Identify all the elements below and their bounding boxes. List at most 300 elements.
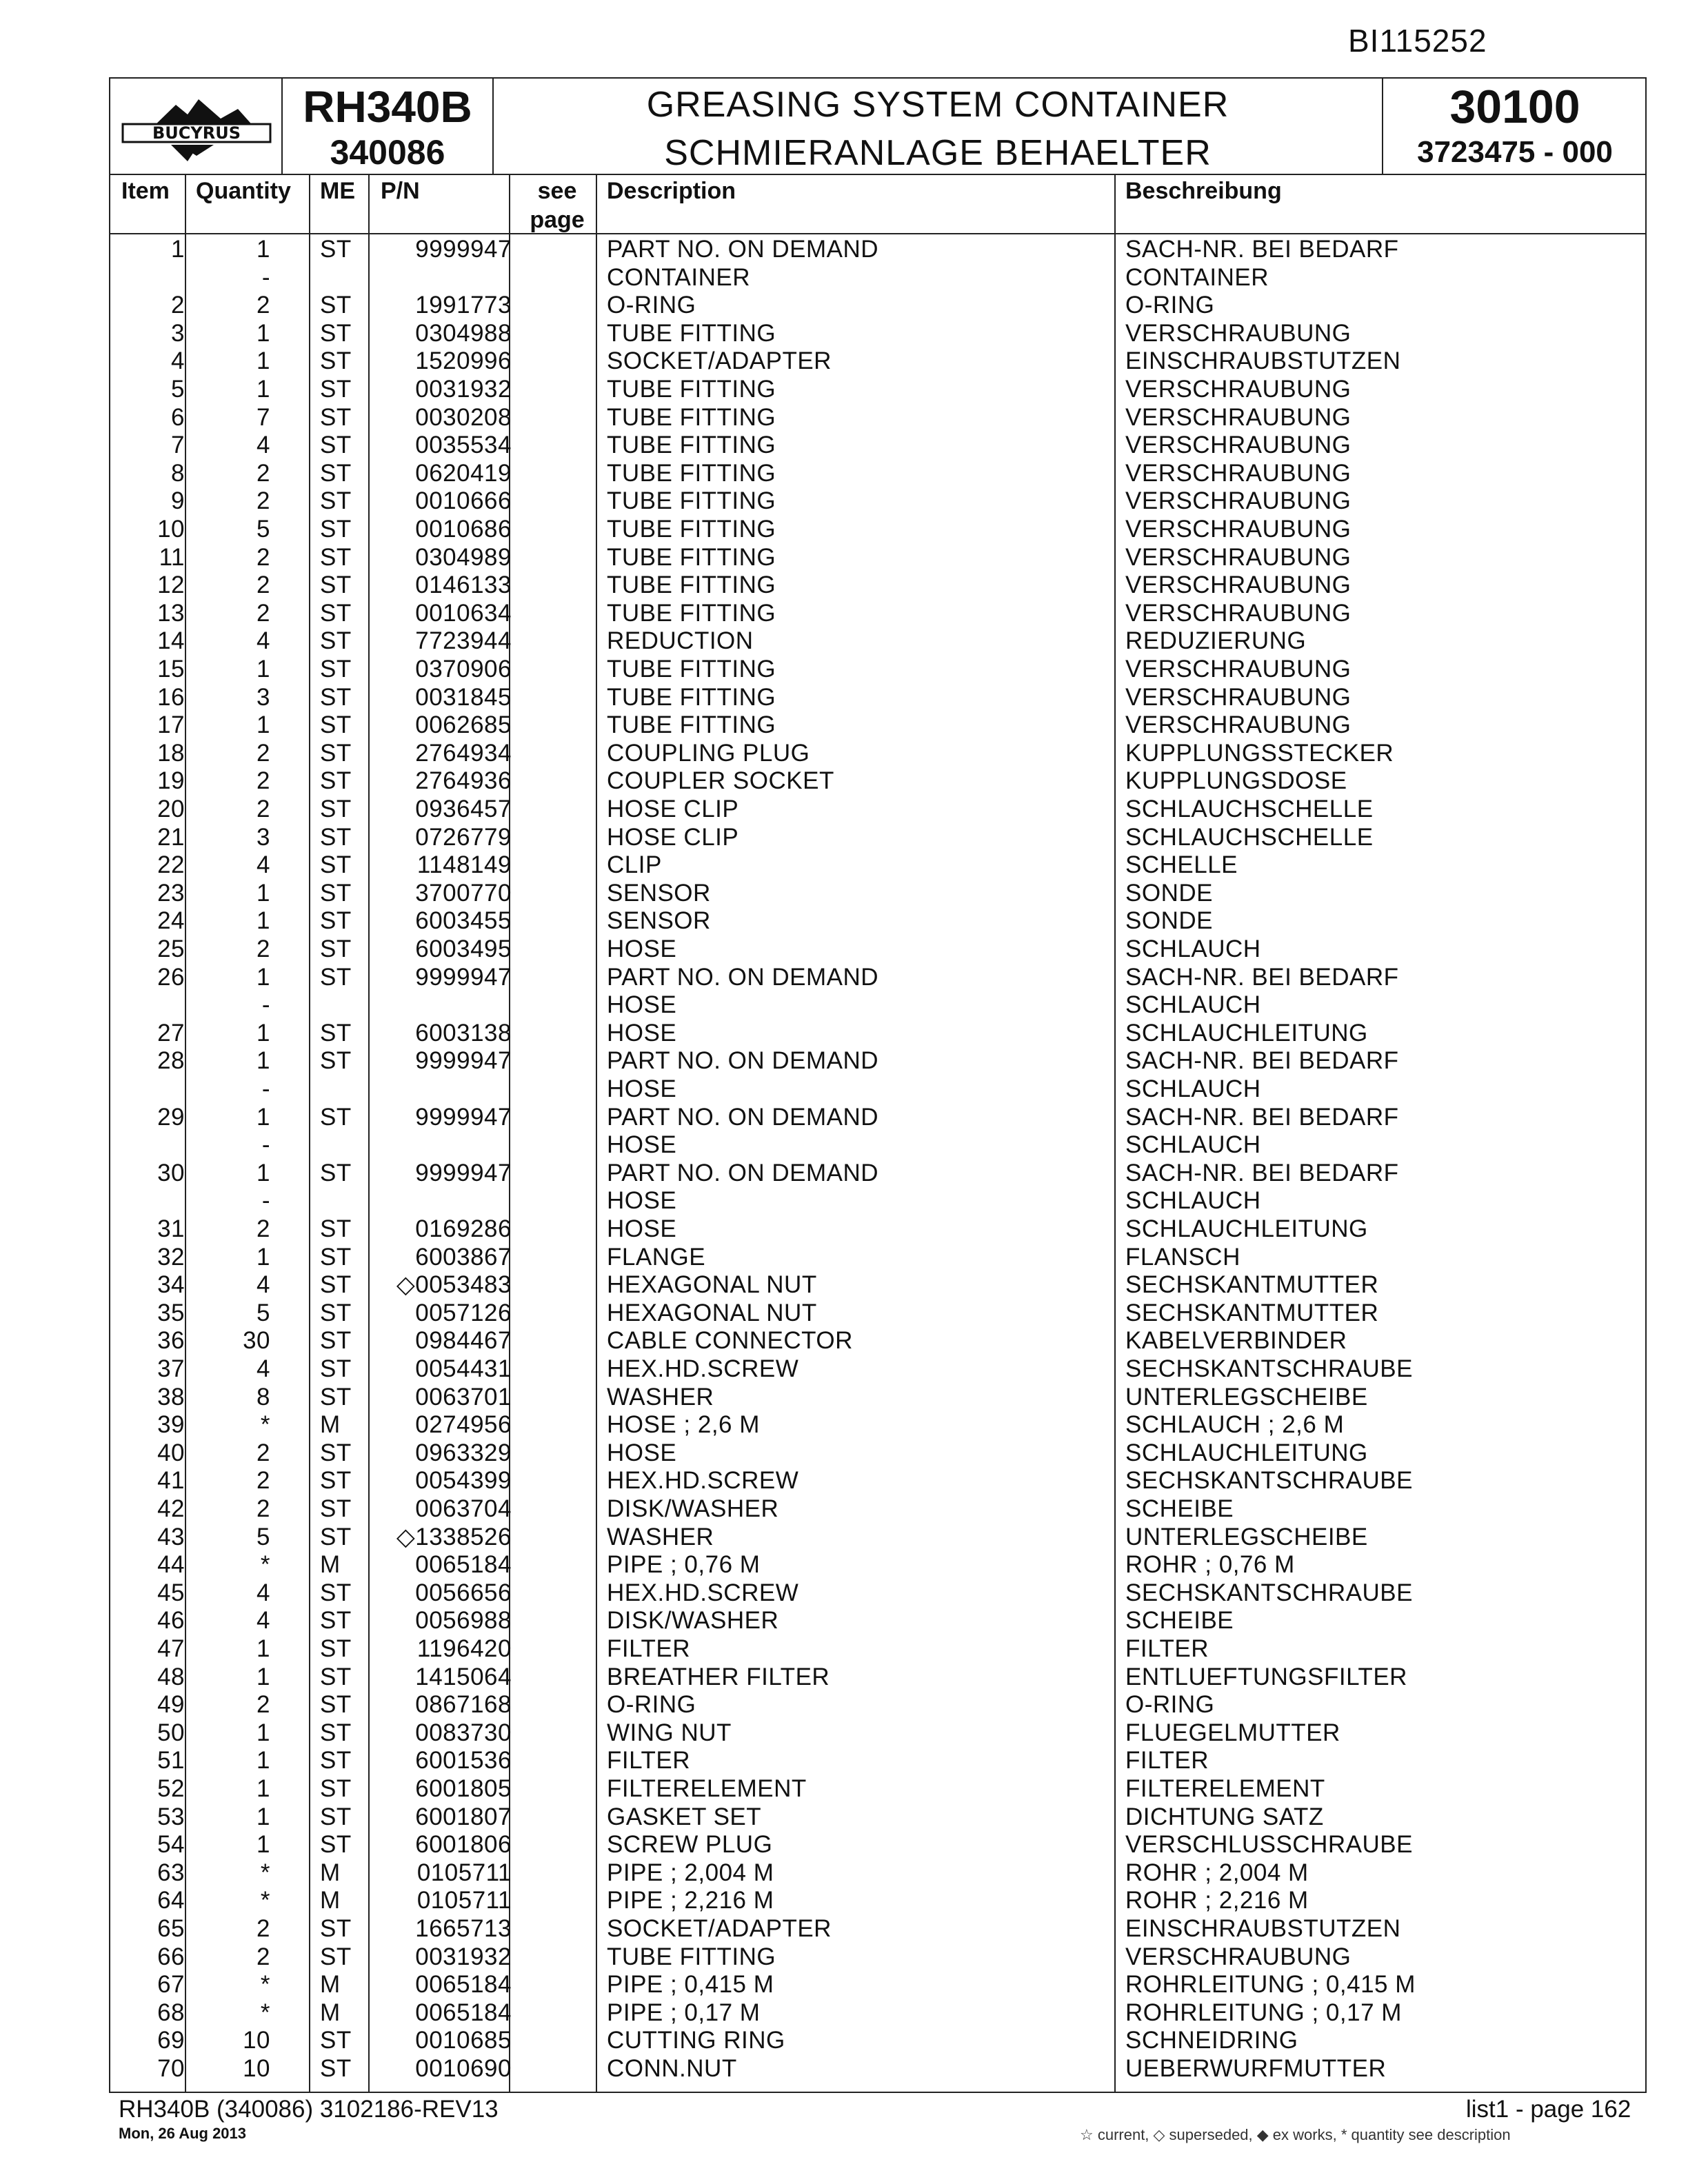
unit: ST bbox=[320, 1635, 352, 1662]
table-row bbox=[110, 1467, 1645, 1495]
beschreibung: ROHR ; 0,76 M bbox=[1125, 1551, 1295, 1579]
part-number: 6001806 bbox=[415, 1831, 512, 1859]
quantity: 3 bbox=[257, 823, 270, 851]
part-number: 7723944 bbox=[415, 627, 512, 655]
table-row bbox=[110, 264, 1645, 292]
part-number: 0057126 bbox=[415, 1299, 512, 1326]
col-item: Item bbox=[121, 178, 170, 204]
unit: ST bbox=[320, 1719, 352, 1746]
quantity: 1 bbox=[257, 879, 270, 907]
beschreibung: FLUEGELMUTTER bbox=[1125, 1719, 1340, 1746]
beschreibung: FILTER bbox=[1125, 1747, 1209, 1775]
beschreibung: REDUZIERUNG bbox=[1125, 627, 1307, 655]
description: HEXAGONAL NUT bbox=[607, 1271, 817, 1299]
item-number: 4 bbox=[171, 347, 185, 375]
description: TUBE FITTING bbox=[607, 711, 776, 739]
table-row bbox=[110, 711, 1645, 740]
part-number: 1991773 bbox=[415, 292, 512, 319]
quantity: * bbox=[260, 1859, 270, 1886]
item-number: 24 bbox=[157, 907, 185, 935]
beschreibung: VERSCHRAUBUNG bbox=[1125, 459, 1352, 487]
quantity: 2 bbox=[257, 459, 270, 487]
beschreibung: VERSCHRAUBUNG bbox=[1125, 711, 1352, 739]
item-number: 63 bbox=[157, 1859, 185, 1886]
unit: ST bbox=[320, 1159, 352, 1186]
unit: ST bbox=[320, 487, 352, 515]
beschreibung: SECHSKANTSCHRAUBE bbox=[1125, 1579, 1413, 1606]
description: HOSE bbox=[607, 1131, 677, 1159]
beschreibung: SONDE bbox=[1125, 907, 1213, 935]
item-number: 69 bbox=[157, 2027, 185, 2054]
part-number: 9999947 bbox=[415, 1047, 512, 1075]
model-box bbox=[283, 79, 494, 174]
beschreibung: FILTERELEMENT bbox=[1125, 1775, 1325, 1802]
beschreibung: SACH-NR. BEI BEDARF bbox=[1125, 963, 1399, 991]
beschreibung: SCHLAUCH bbox=[1125, 936, 1261, 962]
quantity: 4 bbox=[257, 627, 270, 655]
beschreibung: ENTLUEFTUNGSFILTER bbox=[1125, 1663, 1407, 1690]
quantity: 2 bbox=[257, 1495, 270, 1522]
col-see-page: see page bbox=[530, 178, 585, 233]
part-number: 0062685 bbox=[415, 711, 512, 739]
part-number: 9999947 bbox=[415, 963, 512, 991]
unit: ST bbox=[320, 1915, 352, 1942]
beschreibung: VERSCHRAUBUNG bbox=[1125, 432, 1352, 459]
unit: ST bbox=[320, 1943, 352, 1970]
svg-text:BUCYRUS: BUCYRUS bbox=[152, 123, 241, 143]
bucyrus-logo-icon bbox=[110, 79, 283, 174]
unit: ST bbox=[320, 459, 352, 487]
description: HEXAGONAL NUT bbox=[607, 1299, 817, 1326]
description: HEX.HD.SCREW bbox=[607, 1579, 799, 1606]
description: HEX.HD.SCREW bbox=[607, 1467, 799, 1495]
description: HOSE bbox=[607, 1439, 677, 1466]
description: WING NUT bbox=[607, 1719, 732, 1746]
item-number: 39 bbox=[157, 1411, 185, 1439]
item-number: 10 bbox=[157, 516, 185, 543]
item-number: 3 bbox=[171, 319, 185, 347]
beschreibung: EINSCHRAUBSTUTZEN bbox=[1125, 1915, 1401, 1942]
item-number: 47 bbox=[157, 1635, 185, 1662]
beschreibung: KUPPLUNGSSTECKER bbox=[1125, 739, 1394, 767]
print-date: Mon, 26 Aug 2013 bbox=[119, 2125, 247, 2142]
part-number: 0010685 bbox=[415, 2027, 512, 2054]
item-number: 44 bbox=[157, 1551, 185, 1579]
unit: ST bbox=[320, 1215, 352, 1242]
description: WASHER bbox=[607, 1383, 714, 1410]
unit: M bbox=[320, 1999, 341, 2026]
description: CONN.NUT bbox=[607, 2055, 737, 2082]
item-number: 21 bbox=[157, 823, 185, 851]
beschreibung: EINSCHRAUBSTUTZEN bbox=[1125, 347, 1401, 375]
part-number: 0620419 bbox=[415, 459, 512, 487]
item-number: 67 bbox=[157, 1971, 185, 1999]
beschreibung: VERSCHRAUBUNG bbox=[1125, 656, 1352, 682]
table-row bbox=[110, 1915, 1645, 1943]
table-row bbox=[110, 851, 1645, 880]
description: SCREW PLUG bbox=[607, 1831, 773, 1859]
title-box bbox=[494, 79, 1383, 174]
beschreibung: VERSCHRAUBUNG bbox=[1125, 487, 1352, 515]
part-number: 6003138 bbox=[415, 1019, 512, 1046]
table-row bbox=[110, 880, 1645, 908]
table-row bbox=[110, 1327, 1645, 1355]
unit: ST bbox=[320, 376, 352, 403]
beschreibung: SACH-NR. BEI BEDARF bbox=[1125, 236, 1399, 263]
quantity: * bbox=[260, 1551, 270, 1579]
page-number: list1 - page 162 bbox=[1466, 2096, 1631, 2123]
table-row bbox=[110, 1579, 1645, 1608]
unit: M bbox=[320, 1887, 341, 1914]
table-row bbox=[110, 404, 1645, 432]
table-row bbox=[110, 964, 1645, 992]
table-row bbox=[110, 1971, 1645, 1999]
unit: ST bbox=[320, 2055, 352, 2082]
beschreibung: ROHR ; 2,004 M bbox=[1125, 1859, 1309, 1886]
description: TUBE FITTING bbox=[607, 599, 776, 627]
beschreibung: SECHSKANTMUTTER bbox=[1125, 1271, 1379, 1299]
quantity: 2 bbox=[257, 572, 270, 599]
quantity: 2 bbox=[257, 936, 270, 962]
unit: M bbox=[320, 1971, 341, 1999]
quantity: 1 bbox=[257, 319, 270, 347]
part-number: 0274956 bbox=[415, 1411, 512, 1439]
description: TUBE FITTING bbox=[607, 572, 776, 599]
description: TUBE FITTING bbox=[607, 376, 776, 403]
beschreibung: UNTERLEGSCHEIBE bbox=[1125, 1383, 1368, 1410]
beschreibung: ROHRLEITUNG ; 0,415 M bbox=[1125, 1971, 1416, 1999]
description: PIPE ; 2,216 M bbox=[607, 1887, 774, 1914]
table-row bbox=[110, 487, 1645, 516]
document-reference: RH340B (340086) 3102186-REV13 bbox=[119, 2096, 499, 2123]
unit: ST bbox=[320, 1355, 352, 1382]
quantity: 2 bbox=[257, 292, 270, 319]
unit: ST bbox=[320, 1747, 352, 1775]
unit: ST bbox=[320, 1243, 352, 1271]
part-number: 1148149 bbox=[416, 851, 512, 879]
unit: ST bbox=[320, 683, 352, 711]
item-number: 30 bbox=[157, 1159, 185, 1186]
part-number: 1520996 bbox=[415, 347, 512, 375]
item-number: 16 bbox=[157, 683, 185, 711]
quantity: 2 bbox=[257, 1467, 270, 1495]
part-number: 0063704 bbox=[415, 1495, 512, 1522]
quantity: * bbox=[260, 1411, 270, 1439]
description: TUBE FITTING bbox=[607, 543, 776, 571]
table-row bbox=[110, 1664, 1645, 1692]
beschreibung: VERSCHRAUBUNG bbox=[1125, 403, 1352, 431]
item-number: 40 bbox=[157, 1439, 185, 1466]
table-row bbox=[110, 544, 1645, 572]
description: DISK/WASHER bbox=[607, 1607, 779, 1635]
part-number: 0010686 bbox=[415, 516, 512, 543]
item-number: 48 bbox=[157, 1663, 185, 1690]
quantity: 30 bbox=[243, 1327, 270, 1355]
table-row bbox=[110, 1551, 1645, 1579]
col-description: Description bbox=[607, 178, 736, 204]
unit: ST bbox=[320, 936, 352, 962]
unit: ST bbox=[320, 963, 352, 991]
table-row bbox=[110, 1691, 1645, 1719]
description: HOSE CLIP bbox=[607, 796, 739, 822]
quantity: 1 bbox=[257, 656, 270, 682]
description: FLANGE bbox=[607, 1243, 706, 1271]
unit: ST bbox=[320, 516, 352, 543]
quantity: 1 bbox=[257, 236, 270, 263]
quantity: 8 bbox=[257, 1383, 270, 1410]
part-number: 0065184 bbox=[415, 1551, 512, 1579]
unit: ST bbox=[320, 711, 352, 739]
unit: ST bbox=[320, 347, 352, 375]
quantity: 2 bbox=[257, 487, 270, 515]
beschreibung: SCHLAUCH bbox=[1125, 1131, 1261, 1159]
description: PIPE ; 2,004 M bbox=[607, 1859, 774, 1886]
part-number: 2764936 bbox=[415, 767, 512, 795]
item-number: 8 bbox=[171, 459, 185, 487]
beschreibung: SCHLAUCHSCHELLE bbox=[1125, 796, 1374, 822]
item-number: 32 bbox=[157, 1243, 185, 1271]
title-english: GREASING SYSTEM CONTAINER bbox=[646, 85, 1229, 125]
col-quantity: Quantity bbox=[196, 178, 291, 204]
table-row bbox=[110, 1160, 1645, 1188]
unit: ST bbox=[320, 599, 352, 627]
quantity: 1 bbox=[257, 1747, 270, 1775]
unit: ST bbox=[320, 543, 352, 571]
quantity: 10 bbox=[243, 2055, 270, 2082]
quantity: 2 bbox=[257, 1439, 270, 1466]
quantity: 5 bbox=[257, 1299, 270, 1326]
part-number: 1665713 bbox=[415, 1915, 512, 1942]
part-number: 0031845 bbox=[415, 683, 512, 711]
table-row bbox=[110, 1524, 1645, 1552]
item-number: 42 bbox=[157, 1495, 185, 1522]
table-row bbox=[110, 767, 1645, 796]
description: REDUCTION bbox=[607, 627, 754, 655]
quantity: 1 bbox=[257, 1803, 270, 1830]
table-row bbox=[110, 1047, 1645, 1075]
quantity: 2 bbox=[257, 1691, 270, 1719]
part-number: 0370906 bbox=[415, 656, 512, 682]
quantity: 4 bbox=[257, 432, 270, 459]
item-number: 70 bbox=[157, 2055, 185, 2082]
item-number: 9 bbox=[171, 487, 185, 515]
table-row bbox=[110, 656, 1645, 684]
part-number: 0146133 bbox=[415, 572, 512, 599]
table-row bbox=[110, 1495, 1645, 1524]
item-number: 52 bbox=[157, 1775, 185, 1802]
part-number: 0304988 bbox=[415, 319, 512, 347]
table-row bbox=[110, 1775, 1645, 1803]
unit: ST bbox=[320, 1775, 352, 1802]
description: HOSE bbox=[607, 1187, 677, 1215]
item-number: 14 bbox=[157, 627, 185, 655]
description: HOSE bbox=[607, 1019, 677, 1046]
description: SENSOR bbox=[607, 879, 711, 907]
item-number: 51 bbox=[157, 1747, 185, 1775]
quantity: 1 bbox=[257, 711, 270, 739]
beschreibung: VERSCHRAUBUNG bbox=[1125, 516, 1352, 543]
quantity: 1 bbox=[257, 1243, 270, 1271]
table-row bbox=[110, 1355, 1645, 1384]
unit: ST bbox=[320, 1579, 352, 1606]
table-row bbox=[110, 2027, 1645, 2055]
table-row bbox=[110, 376, 1645, 404]
unit: ST bbox=[320, 236, 352, 263]
item-number: 49 bbox=[157, 1691, 185, 1719]
description: PART NO. ON DEMAND bbox=[607, 236, 879, 263]
item-number: 54 bbox=[157, 1831, 185, 1859]
beschreibung: SONDE bbox=[1125, 879, 1213, 907]
description: COUPLER SOCKET bbox=[607, 767, 834, 795]
table-row bbox=[110, 1747, 1645, 1775]
beschreibung: VERSCHRAUBUNG bbox=[1125, 572, 1352, 599]
quantity: 1 bbox=[257, 1719, 270, 1746]
description: HOSE ; 2,6 M bbox=[607, 1411, 760, 1439]
quantity: 1 bbox=[257, 1159, 270, 1186]
unit: ST bbox=[320, 2027, 352, 2054]
part-number: 9999947 bbox=[415, 236, 512, 263]
quantity: - bbox=[261, 1131, 270, 1159]
item-number: 28 bbox=[157, 1047, 185, 1075]
unit: ST bbox=[320, 319, 352, 347]
table-row bbox=[110, 1943, 1645, 1972]
table-row bbox=[110, 347, 1645, 376]
part-number: 0065184 bbox=[415, 1971, 512, 1999]
beschreibung: DICHTUNG SATZ bbox=[1125, 1803, 1324, 1830]
quantity: - bbox=[261, 991, 270, 1019]
table-row bbox=[110, 1635, 1645, 1664]
part-number: 6003867 bbox=[415, 1243, 512, 1271]
quantity: 4 bbox=[257, 851, 270, 879]
table-row bbox=[110, 1803, 1645, 1832]
description: PART NO. ON DEMAND bbox=[607, 1159, 879, 1186]
quantity: * bbox=[260, 1887, 270, 1914]
description: WASHER bbox=[607, 1523, 714, 1550]
item-number: 64 bbox=[157, 1887, 185, 1914]
quantity: 5 bbox=[257, 516, 270, 543]
col-pn: P/N bbox=[381, 178, 420, 204]
beschreibung: UNTERLEGSCHEIBE bbox=[1125, 1523, 1368, 1550]
item-number: 38 bbox=[157, 1383, 185, 1410]
quantity: 1 bbox=[257, 347, 270, 375]
description: PART NO. ON DEMAND bbox=[607, 963, 879, 991]
serial-number: 340086 bbox=[330, 133, 445, 172]
part-number: 0065184 bbox=[415, 1999, 512, 2026]
beschreibung: VERSCHRAUBUNG bbox=[1125, 599, 1352, 627]
description: HOSE bbox=[607, 1075, 677, 1102]
part-number: 0030208 bbox=[415, 403, 512, 431]
part-number: 0726779 bbox=[415, 823, 512, 851]
beschreibung: SCHLAUCHLEITUNG bbox=[1125, 1019, 1368, 1046]
unit: ST bbox=[320, 1047, 352, 1075]
item-number: 18 bbox=[157, 739, 185, 767]
description: O-RING bbox=[607, 292, 696, 319]
part-number: 0010690 bbox=[415, 2055, 512, 2082]
unit: ST bbox=[320, 1299, 352, 1326]
table-row bbox=[110, 796, 1645, 824]
description: TUBE FITTING bbox=[607, 459, 776, 487]
item-number: 43 bbox=[157, 1523, 185, 1550]
part-number: 2764934 bbox=[415, 739, 512, 767]
beschreibung: KUPPLUNGSDOSE bbox=[1125, 767, 1347, 795]
unit: ST bbox=[320, 851, 352, 879]
unit: ST bbox=[320, 739, 352, 767]
table-row bbox=[110, 1104, 1645, 1132]
part-number: 3700770 bbox=[415, 879, 512, 907]
table-row bbox=[110, 1859, 1645, 1888]
part-number: 0963329 bbox=[415, 1439, 512, 1466]
table-row bbox=[110, 292, 1645, 320]
column-header-row bbox=[110, 175, 1645, 234]
item-number: 2 bbox=[171, 292, 185, 319]
description: HOSE bbox=[607, 1215, 677, 1242]
unit: ST bbox=[320, 796, 352, 822]
table-row bbox=[110, 1187, 1645, 1215]
quantity: 1 bbox=[257, 963, 270, 991]
table-row bbox=[110, 432, 1645, 460]
beschreibung: ROHRLEITUNG ; 0,17 M bbox=[1125, 1999, 1402, 2026]
quantity: - bbox=[261, 1075, 270, 1102]
unit: ST bbox=[320, 1663, 352, 1690]
unit: ST bbox=[320, 1467, 352, 1495]
description: TUBE FITTING bbox=[607, 319, 776, 347]
quantity: 2 bbox=[257, 1943, 270, 1970]
quantity: 1 bbox=[257, 1047, 270, 1075]
item-number: 23 bbox=[157, 879, 185, 907]
part-number: 0035534 bbox=[415, 432, 512, 459]
table-row bbox=[110, 627, 1645, 656]
description: COUPLING PLUG bbox=[607, 739, 810, 767]
unit: ST bbox=[320, 1495, 352, 1522]
table-row bbox=[110, 1131, 1645, 1160]
quantity: 7 bbox=[257, 403, 270, 431]
quantity: 2 bbox=[257, 1915, 270, 1942]
description: PIPE ; 0,76 M bbox=[607, 1551, 761, 1579]
description: TUBE FITTING bbox=[607, 1943, 776, 1970]
beschreibung: VERSCHRAUBUNG bbox=[1125, 543, 1352, 571]
unit: ST bbox=[320, 823, 352, 851]
item-number: 50 bbox=[157, 1719, 185, 1746]
description: SOCKET/ADAPTER bbox=[607, 347, 832, 375]
beschreibung: O-RING bbox=[1125, 292, 1215, 319]
part-number: 6003495 bbox=[415, 936, 512, 962]
beschreibung: VERSCHRAUBUNG bbox=[1125, 376, 1352, 403]
beschreibung: SCHLAUCH bbox=[1125, 1187, 1261, 1215]
table-row bbox=[110, 1300, 1645, 1328]
item-number: 53 bbox=[157, 1803, 185, 1830]
part-number: 0169286 bbox=[415, 1215, 512, 1242]
quantity: 1 bbox=[257, 1635, 270, 1662]
quantity: 2 bbox=[257, 543, 270, 571]
quantity: 1 bbox=[257, 1775, 270, 1802]
unit: ST bbox=[320, 627, 352, 655]
description: SOCKET/ADAPTER bbox=[607, 1915, 832, 1942]
quantity: 1 bbox=[257, 1663, 270, 1690]
item-number: 35 bbox=[157, 1299, 185, 1326]
beschreibung: SCHLAUCH bbox=[1125, 991, 1261, 1019]
quantity: 2 bbox=[257, 739, 270, 767]
quantity: 10 bbox=[243, 2027, 270, 2054]
beschreibung: VERSCHRAUBUNG bbox=[1125, 1943, 1352, 1970]
unit: M bbox=[320, 1551, 341, 1579]
part-number: 0063701 bbox=[415, 1383, 512, 1410]
beschreibung: SCHLAUCHLEITUNG bbox=[1125, 1215, 1368, 1242]
table-row bbox=[110, 1075, 1645, 1104]
description: PIPE ; 0,415 M bbox=[607, 1971, 774, 1999]
description: PART NO. ON DEMAND bbox=[607, 1047, 879, 1075]
unit: ST bbox=[320, 1383, 352, 1410]
quantity: * bbox=[260, 1971, 270, 1999]
